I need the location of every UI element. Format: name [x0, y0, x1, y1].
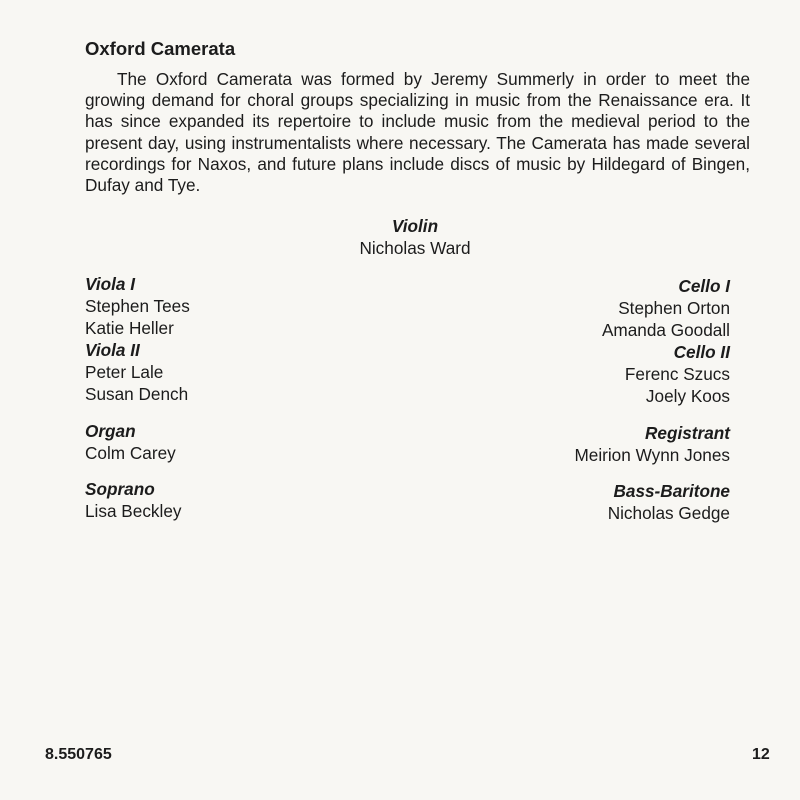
violin-section: [320, 215, 510, 259]
section-heading: Oxford Camerata: [85, 38, 236, 59]
performer-name: Nicholas Ward: [359, 238, 471, 258]
role-heading: Cello II: [673, 342, 730, 362]
catalog-number: 8.550765: [45, 746, 112, 763]
role-heading: Cello I: [678, 276, 730, 296]
organ-section: [85, 420, 335, 464]
performer-name: Joely Koos: [645, 386, 730, 406]
role-heading: Bass-Baritone: [613, 481, 730, 501]
cello1-section: [480, 275, 730, 341]
performer-name: Colm Carey: [85, 443, 176, 463]
role-heading: Registrant: [645, 423, 730, 443]
performer-name: Stephen Orton: [618, 298, 730, 318]
biography-paragraph: The Oxford Camerata was formed by Jeremy Summerly in order to meet the growing demand for choral groups specializing in music from the Renaissance era. It has since expanded its repertoire to include music from the medieval period to the present day, using instrumentalists where necessary. The Camerata has made several recordings for Naxos, and future plans include discs of music by Hildegard of Bingen, Dufay and Tye.: [85, 69, 750, 196]
cello2-section: [480, 341, 730, 407]
viola2-section: [85, 339, 335, 405]
page-number: 12: [752, 746, 770, 763]
performer-name: Peter Lale: [85, 362, 164, 382]
registrant-section: [480, 422, 730, 466]
bass-baritone-section: [480, 480, 730, 524]
role-heading: Viola II: [85, 340, 140, 360]
performer-name: Meirion Wynn Jones: [574, 445, 730, 465]
performer-name: Amanda Goodall: [601, 320, 730, 340]
performer-name: Katie Heller: [85, 318, 174, 338]
role-heading: Soprano: [85, 479, 155, 499]
role-heading: Viola I: [85, 274, 135, 294]
performer-name: Lisa Beckley: [85, 501, 182, 521]
viola1-section: [85, 273, 335, 339]
soprano-section: [85, 478, 335, 522]
performer-name: Susan Dench: [85, 384, 189, 404]
role-heading: Organ: [85, 421, 136, 441]
performer-name: Ferenc Szucs: [624, 364, 730, 384]
performer-name: Nicholas Gedge: [607, 503, 730, 523]
performer-name: Stephen Tees: [85, 296, 190, 316]
role-heading: Violin: [391, 216, 439, 236]
